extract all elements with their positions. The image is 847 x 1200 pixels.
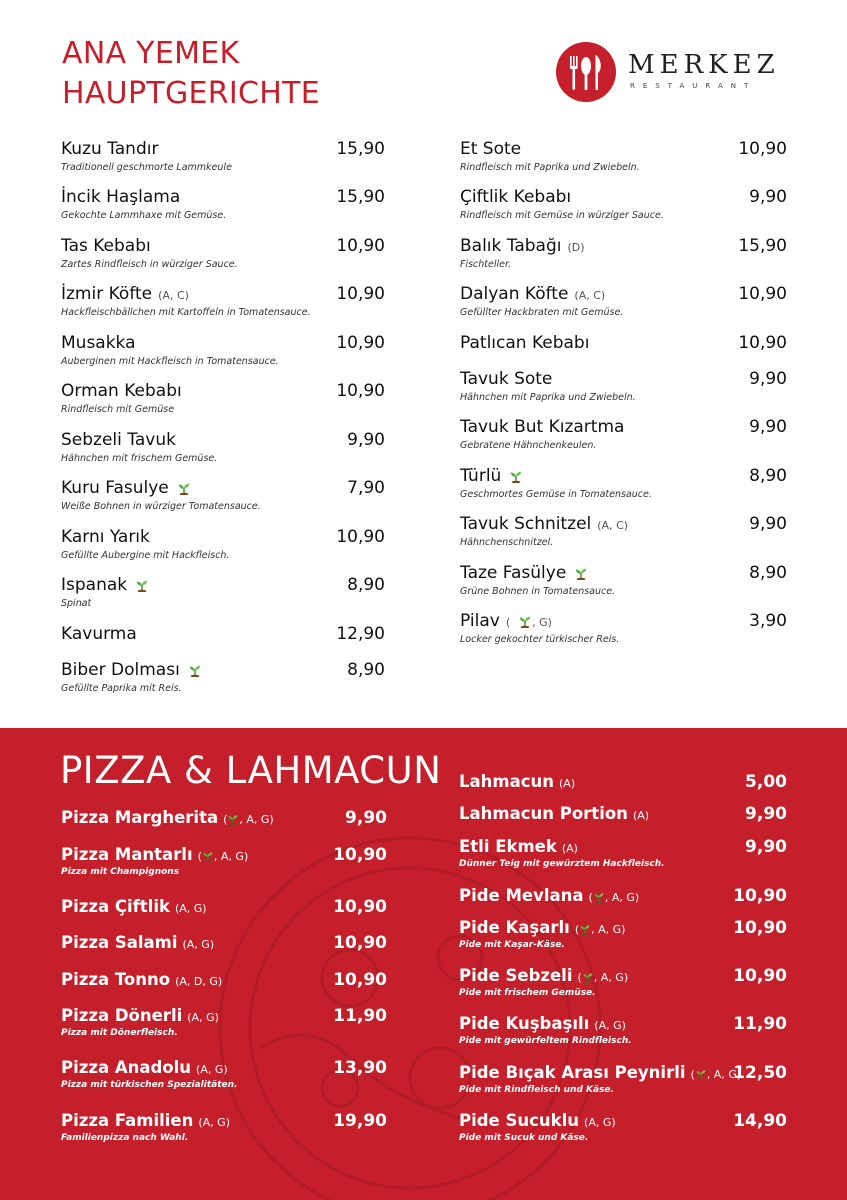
- menu-item-name: Et Sote: [460, 139, 522, 159]
- vegetarian-sprout-icon: [177, 480, 191, 494]
- menu-item: [61, 478, 385, 512]
- menu-item-price: 10,90: [738, 284, 787, 304]
- menu-item-name-row: [460, 417, 787, 437]
- menu-item-price: 11,90: [333, 1006, 387, 1026]
- menu-item-name-row: [459, 804, 787, 823]
- allergen-codes: ( , A, G): [690, 1068, 742, 1081]
- menu-item: [61, 187, 385, 221]
- menu-item-price: 10,90: [333, 970, 387, 990]
- menu-item-price: 12,90: [336, 624, 385, 644]
- menu-item-description: Pide mit gewürfeltem Rindfleisch.: [459, 1036, 632, 1046]
- menu-item-price: 12,50: [733, 1063, 787, 1083]
- menu-item: [460, 611, 787, 645]
- menu-item: [460, 563, 787, 597]
- menu-item-description: Traditionell geschmorte Lammkeule: [61, 162, 232, 173]
- menu-item-price: 10,90: [336, 381, 385, 401]
- menu-item-name: Tavuk Schnitzel: [460, 514, 592, 534]
- menu-item-description: Pide mit Sucuk und Käse.: [459, 1133, 589, 1143]
- menu-item-name-row: [460, 514, 787, 534]
- menu-item-price: 8,90: [749, 466, 787, 486]
- title-line-1: ANA YEMEK: [62, 36, 240, 71]
- menu-item-name-row: [460, 369, 787, 389]
- menu-item-description: Zartes Rindfleisch in würziger Sauce.: [61, 259, 238, 270]
- vegetarian-sprout-icon: [509, 468, 523, 482]
- menu-item-name-row: [460, 466, 787, 486]
- menu-item-description: Pide mit frischem Gemüse.: [459, 988, 596, 998]
- menu-item-description: Gekochte Lammhaxe mit Gemüse.: [61, 210, 227, 221]
- menu-item-name: Pide Bıçak Arası Peynirli: [459, 1063, 686, 1082]
- page-title: [62, 34, 320, 114]
- menu-item-name: Pide Sucuklu: [459, 1111, 580, 1130]
- menu-item-price: 11,90: [733, 1014, 787, 1034]
- menu-item: [459, 966, 787, 998]
- menu-item-name: Çiftlik Kebabı: [460, 187, 572, 207]
- allergen-codes: (A, G): [198, 1116, 230, 1129]
- menu-item-price: 13,90: [333, 1058, 387, 1078]
- menu-item-description: Rindfleisch mit Gemüse: [61, 404, 175, 415]
- allergen-codes: (A): [559, 777, 576, 790]
- menu-item-name: Kuru Fasulye: [61, 478, 169, 498]
- menu-item-name: Tavuk But Kızartma: [460, 417, 625, 437]
- menu-item: [459, 1014, 787, 1046]
- menu-item-price: 9,90: [745, 804, 787, 824]
- menu-item: [61, 660, 385, 694]
- menu-item-price: 10,90: [333, 845, 387, 865]
- menu-item-name: Musakka: [61, 333, 136, 353]
- menu-item-name-row: [459, 837, 787, 856]
- menu-item-name: İncik Haşlama: [61, 187, 181, 207]
- menu-item-description: Gebratene Hähnchenkeulen.: [460, 440, 597, 451]
- pizza-section: [0, 728, 847, 1200]
- menu-item-description: Hähnchenschnitzel.: [460, 537, 554, 548]
- menu-item-name-row: [460, 563, 787, 583]
- menu-item-name: Pizza Dönerli: [61, 1006, 183, 1025]
- menu-item-name: Lahmacun Portion: [459, 804, 628, 823]
- menu-item-name-row: [459, 772, 787, 791]
- menu-item-name-row: [61, 808, 387, 827]
- menu-item-description: Grüne Bohnen in Tomatensauce.: [460, 586, 616, 597]
- menu-item: [460, 369, 787, 403]
- menu-item-price: 10,90: [336, 333, 385, 353]
- menu-item-name: Ispanak: [61, 575, 128, 595]
- menu-item-description: Weiße Bohnen in würziger Tomatensauce.: [61, 501, 261, 512]
- menu-item-name: Kavurma: [61, 624, 137, 644]
- allergen-codes: ( , A, G): [577, 971, 629, 984]
- allergen-codes: (A, D, G): [175, 975, 223, 988]
- menu-item-name-row: [61, 575, 385, 595]
- menu-item-description: Gefüllte Aubergine mit Hackfleisch.: [61, 550, 230, 561]
- vegetarian-sprout-icon: [574, 565, 588, 579]
- menu-item-price: 9,90: [345, 808, 387, 828]
- allergen-codes: (A, C): [158, 289, 189, 302]
- menu-item-name: Pide Kuşbaşılı: [459, 1014, 590, 1033]
- menu-item-price: 9,90: [749, 369, 787, 389]
- menu-item-description: Rindfleisch mit Paprika und Zwiebeln.: [460, 162, 640, 173]
- menu-item-description: Geschmortes Gemüse in Tomatensauce.: [460, 489, 652, 500]
- vegetarian-sprout-icon: [579, 923, 591, 935]
- vegetarian-sprout-icon: [202, 850, 214, 862]
- menu-item-name: Tavuk Sote: [460, 369, 553, 389]
- menu-item-description: Gefüllter Hackbraten mit Gemüse.: [460, 307, 624, 318]
- menu-item-price: 8,90: [347, 575, 385, 595]
- menu-item: [61, 575, 385, 609]
- menu-item-price: 10,90: [333, 933, 387, 953]
- menu-item-name: Kuzu Tandır: [61, 139, 159, 159]
- vegetarian-sprout-icon: [695, 1068, 707, 1080]
- menu-item: [459, 804, 787, 823]
- menu-item-description: Locker gekochter türkischer Reis.: [460, 634, 620, 645]
- menu-item-name: Pizza Mantarlı: [61, 845, 193, 864]
- menu-item: [61, 1058, 387, 1090]
- menu-item-name: Pizza Salami: [61, 933, 178, 952]
- allergen-codes: ( , A, G): [197, 850, 249, 863]
- pizza-section-title: PIZZA & LAHMACUN: [60, 749, 442, 792]
- menu-item-price: 10,90: [738, 139, 787, 159]
- menu-item: [61, 933, 387, 952]
- menu-item-description: Dünner Teig mit gewürztem Hackfleisch.: [459, 859, 665, 869]
- menu-item-name: Pizza Familien: [61, 1111, 194, 1130]
- menu-item-price: 7,90: [347, 478, 385, 498]
- logo-subtitle: RESTAURANT: [630, 82, 757, 90]
- allergen-codes: (A, G): [174, 902, 207, 915]
- vegetarian-sprout-icon: [582, 971, 594, 983]
- allergen-codes: ( , A, G): [574, 923, 626, 936]
- allergen-codes: (A, C): [597, 519, 629, 532]
- menu-item-name: Pizza Tonno: [61, 970, 171, 989]
- menu-item-price: 10,90: [733, 918, 787, 938]
- allergen-codes: (A, G): [594, 1019, 626, 1032]
- menu-item-price: 9,90: [745, 837, 787, 857]
- menu-item-name: İzmir Köfte: [61, 284, 153, 304]
- menu-item: [459, 772, 787, 791]
- menu-item-price: 9,90: [347, 430, 385, 450]
- menu-item-name: Pizza Margherita: [61, 808, 219, 827]
- menu-item-price: 15,90: [336, 139, 385, 159]
- menu-item-name: Tas Kebabı: [61, 236, 151, 256]
- allergen-codes: ( , G): [505, 616, 552, 629]
- menu-item-name: Taze Fasülye: [460, 563, 567, 583]
- menu-item-name: Pide Sebzeli: [459, 966, 573, 985]
- menu-item-price: 10,90: [733, 966, 787, 986]
- menu-item-description: Rindfleisch mit Gemüse in würziger Sauce.: [460, 210, 664, 221]
- menu-item-name: Pizza Anadolu: [61, 1058, 192, 1077]
- logo-cutlery-icon: [556, 42, 616, 102]
- menu-item: [460, 187, 787, 221]
- vegetarian-sprout-icon: [227, 813, 239, 825]
- menu-item-name-row: [61, 478, 385, 498]
- menu-item: [61, 970, 387, 989]
- menu-item-name: Orman Kebabı: [61, 381, 182, 401]
- allergen-codes: ( , A, G): [223, 813, 274, 826]
- menu-item: [61, 897, 387, 916]
- menu-item-price: 15,90: [336, 187, 385, 207]
- menu-item-description: Pizza mit Dönerfleisch.: [61, 1028, 178, 1038]
- menu-item: [61, 139, 385, 173]
- menu-item: [459, 886, 787, 905]
- menu-item-name-row: [61, 430, 385, 450]
- title-line-2: HAUPTGERICHTE: [62, 76, 321, 111]
- menu-item-price: 3,90: [749, 611, 787, 631]
- menu-item-price: 10,90: [738, 333, 787, 353]
- menu-item-price: 9,90: [749, 417, 787, 437]
- menu-item-name-row: [460, 611, 787, 631]
- menu-item-price: 10,90: [336, 527, 385, 547]
- menu-item-price: 5,00: [745, 772, 787, 792]
- menu-item-name: Pide Mevlana: [459, 886, 584, 905]
- vegetarian-sprout-icon: [135, 577, 149, 591]
- menu-item-name: Karnı Yarık: [61, 527, 150, 547]
- menu-item-name: Pide Kaşarlı: [459, 918, 570, 937]
- vegetarian-sprout-icon: [188, 662, 202, 676]
- menu-item-description: Hackfleischbällchen mit Kartoffeln in Tomatensauce.: [61, 307, 311, 318]
- menu-item-description: Hähnchen mit frischem Gemüse.: [61, 453, 218, 464]
- menu-item: [61, 1111, 387, 1143]
- menu-item: [61, 430, 385, 464]
- menu-item: [61, 236, 385, 270]
- menu-item-description: Familienpizza nach Wahl.: [61, 1133, 189, 1143]
- menu-item: [459, 1111, 787, 1143]
- menu-item-name: Balık Tabağı: [460, 236, 562, 256]
- menu-item-name: Pizza Çiftlik: [61, 897, 170, 916]
- menu-item: [459, 1063, 787, 1095]
- menu-item-price: 8,90: [347, 660, 385, 680]
- menu-item-description: Pizza mit türkischen Spezialitäten.: [61, 1080, 238, 1090]
- menu-item: [459, 918, 787, 950]
- menu-item-description: Auberginen mit Hackfleisch in Tomatensauce.: [61, 356, 279, 367]
- menu-item-price: 15,90: [738, 236, 787, 256]
- menu-item-name: Patlıcan Kebabı: [460, 333, 590, 353]
- menu-item-name-row: [61, 660, 385, 680]
- menu-item-name: Dalyan Köfte: [460, 284, 569, 304]
- menu-item-price: 9,90: [749, 514, 787, 534]
- menu-item-name: Biber Dolması: [61, 660, 180, 680]
- allergen-codes: (A, G): [182, 938, 215, 951]
- menu-item-name: Etli Ekmek: [459, 837, 557, 856]
- menu-item-name-row: [460, 187, 787, 207]
- allergen-codes: (A): [632, 809, 650, 822]
- menu-item: [61, 284, 385, 318]
- menu-item-price: 8,90: [749, 563, 787, 583]
- menu-item-name: Pilav: [460, 611, 500, 631]
- menu-item: [61, 808, 387, 827]
- menu-item: [459, 837, 787, 869]
- allergen-codes: (D): [567, 241, 585, 254]
- menu-item: [61, 624, 385, 644]
- menu-item: [460, 417, 787, 451]
- logo-name: MERKEZ: [628, 50, 780, 80]
- menu-item: [61, 381, 385, 415]
- menu-item-price: 10,90: [333, 897, 387, 917]
- menu-item-description: Fischteller.: [460, 259, 512, 270]
- menu-item-description: Hähnchen mit Paprika und Zwiebeln.: [460, 392, 636, 403]
- menu-item: [460, 236, 787, 270]
- menu-item-name: Sebzeli Tavuk: [61, 430, 176, 450]
- menu-item: [61, 333, 385, 367]
- menu-item-price: 10,90: [336, 236, 385, 256]
- allergen-codes: (A, G): [196, 1063, 228, 1076]
- menu-item: [61, 527, 385, 561]
- menu-item: [460, 466, 787, 500]
- vegetarian-sprout-icon: [593, 891, 605, 903]
- menu-item-description: Pide mit Rindfleisch und Käse.: [459, 1085, 614, 1095]
- vegetarian-sprout-icon: [518, 614, 532, 628]
- allergen-codes: (A): [561, 842, 578, 855]
- menu-item: [460, 139, 787, 173]
- menu-item-name: Lahmacun: [459, 772, 554, 791]
- restaurant-logo: [556, 42, 796, 104]
- menu-item-price: 10,90: [336, 284, 385, 304]
- menu-item-description: Pizza mit Champignons: [61, 867, 180, 877]
- menu-item-name: Türlü: [460, 466, 502, 486]
- menu-item-price: 19,90: [333, 1111, 387, 1131]
- menu-item-price: 10,90: [733, 886, 787, 906]
- menu-item: [61, 845, 387, 877]
- allergen-codes: (A, G): [187, 1011, 219, 1024]
- menu-item: [460, 284, 787, 318]
- menu-item-price: 14,90: [733, 1111, 787, 1131]
- menu-item-description: Gefüllte Paprika mit Reis.: [61, 683, 182, 694]
- allergen-codes: (A, C): [574, 289, 606, 302]
- menu-item-description: Pide mit Kaşar-Käse.: [459, 940, 565, 950]
- menu-item-price: 9,90: [749, 187, 787, 207]
- menu-item: [61, 1006, 387, 1038]
- allergen-codes: ( , A, G): [588, 891, 640, 904]
- allergen-codes: (A, G): [584, 1116, 616, 1129]
- menu-item: [460, 333, 787, 353]
- menu-item: [460, 514, 787, 548]
- menu-item-description: Spinat: [61, 598, 92, 609]
